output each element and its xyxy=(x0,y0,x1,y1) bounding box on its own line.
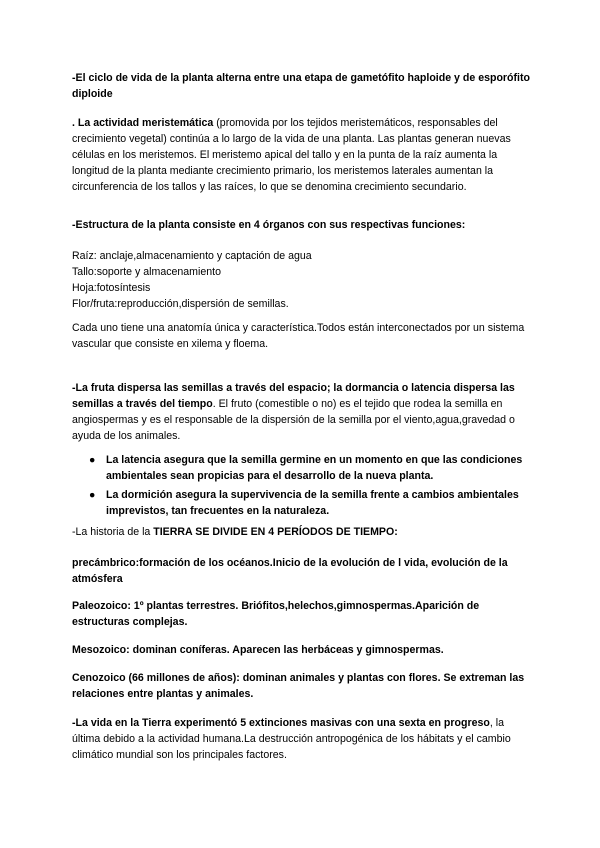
organ-root: Raíz: anclaje,almacenamiento y captación de agua xyxy=(72,250,312,262)
organ-flower: Flor/fruta:reproducción,dispersión de semillas. xyxy=(72,298,289,310)
paragraph-cenozoic: Cenozoico (66 millones de años): dominan animales y plantas con flores. Se extreman las relaciones entre plantas y animales. xyxy=(72,672,525,700)
paragraph-extinctions xyxy=(72,715,534,763)
bullet-latency xyxy=(72,452,534,484)
extinctions-heading: -La vida en la Tierra experimentó 5 extinciones masivas con una sexta en progreso xyxy=(72,717,490,729)
extinctions-text: , la última debido a la actividad humana.La destrucción antropogénica de los hábitats y el cambio climático mundial son los principales factores. xyxy=(72,717,511,761)
bullet-dormition-text: La dormición asegura la supervivencia de la semilla frente a cambios ambientales imprevistos, tan frecuentes en la naturaleza. xyxy=(106,489,519,517)
meristem-text: (promovida por los tejidos meristemáticos, responsables del crecimiento vegetal) continúa a lo largo de la vida de una planta. Las plantas generan nuevas células en los meristemos. El meristemo apical del tallo y en la punta de la raíz aumenta la longitud de la planta mediante crecimiento primario, los meristemos laterales aumentan la circunferencia de los tallos y las raíces, lo que se denomina crecimiento secundario. xyxy=(72,117,511,193)
fruit-text: . El fruto (comestible o no) es el tejido que rodea la semilla en angiospermas y es el responsable de la dispersión de la semilla por el viento,agua,gravedad o ayuda de los animales. xyxy=(72,398,515,442)
organ-stem: Tallo:soporte y almacenamiento xyxy=(72,266,221,278)
meristem-heading: . La actividad meristemática xyxy=(72,117,214,129)
organ-leaf: Hoja:fotosíntesis xyxy=(72,282,151,294)
paragraph-life-cycle: -El ciclo de vida de la planta alterna entre una etapa de gametófito haploide y de esporófito diploide xyxy=(72,72,530,100)
paragraph-earth-history xyxy=(72,524,534,540)
paragraph-fruit xyxy=(72,380,534,444)
paragraph-vascular: Cada uno tiene una anatomía única y característica.Todos están interconectados por un sistema vascular que consiste en xilema y floema. xyxy=(72,322,525,350)
paragraph-meristem xyxy=(72,115,534,195)
paragraph-precambrian: precámbrico:formación de los océanos.Inicio de la evolución de l vida, evolución de la atmósfera xyxy=(72,557,508,585)
paragraph-structure-heading: -Estructura de la planta consiste en 4 órganos con sus respectivas funciones: xyxy=(72,219,466,231)
organ-list xyxy=(72,248,534,312)
earth-history-heading: TIERRA SE DIVIDE EN 4 PERÍODOS DE TIEMPO: xyxy=(153,526,398,538)
fruit-heading: -La fruta dispersa las semillas a través del espacio; la dormancia o latencia dispersa las semillas a través del tiempo xyxy=(72,382,515,410)
bullet-latency-text: La latencia asegura que la semilla germine en un momento en que las condiciones ambientales sean propicias para el desarrollo de la nueva planta. xyxy=(106,454,523,482)
dormancy-bullet-list xyxy=(72,452,534,522)
paragraph-paleozoic: Paleozoico: 1º plantas terrestres. Briófitos,helechos,gimnospermas.Aparición de estructuras complejas. xyxy=(72,600,480,628)
paragraph-mesozoic: Mesozoico: dominan coníferas. Aparecen las herbáceas y gimnospermas. xyxy=(72,644,444,656)
earth-history-prefix: -La historia de la xyxy=(72,526,154,538)
bullet-icon: ● xyxy=(89,454,96,466)
bullet-icon: ● xyxy=(89,489,96,501)
bullet-dormition xyxy=(72,487,534,519)
